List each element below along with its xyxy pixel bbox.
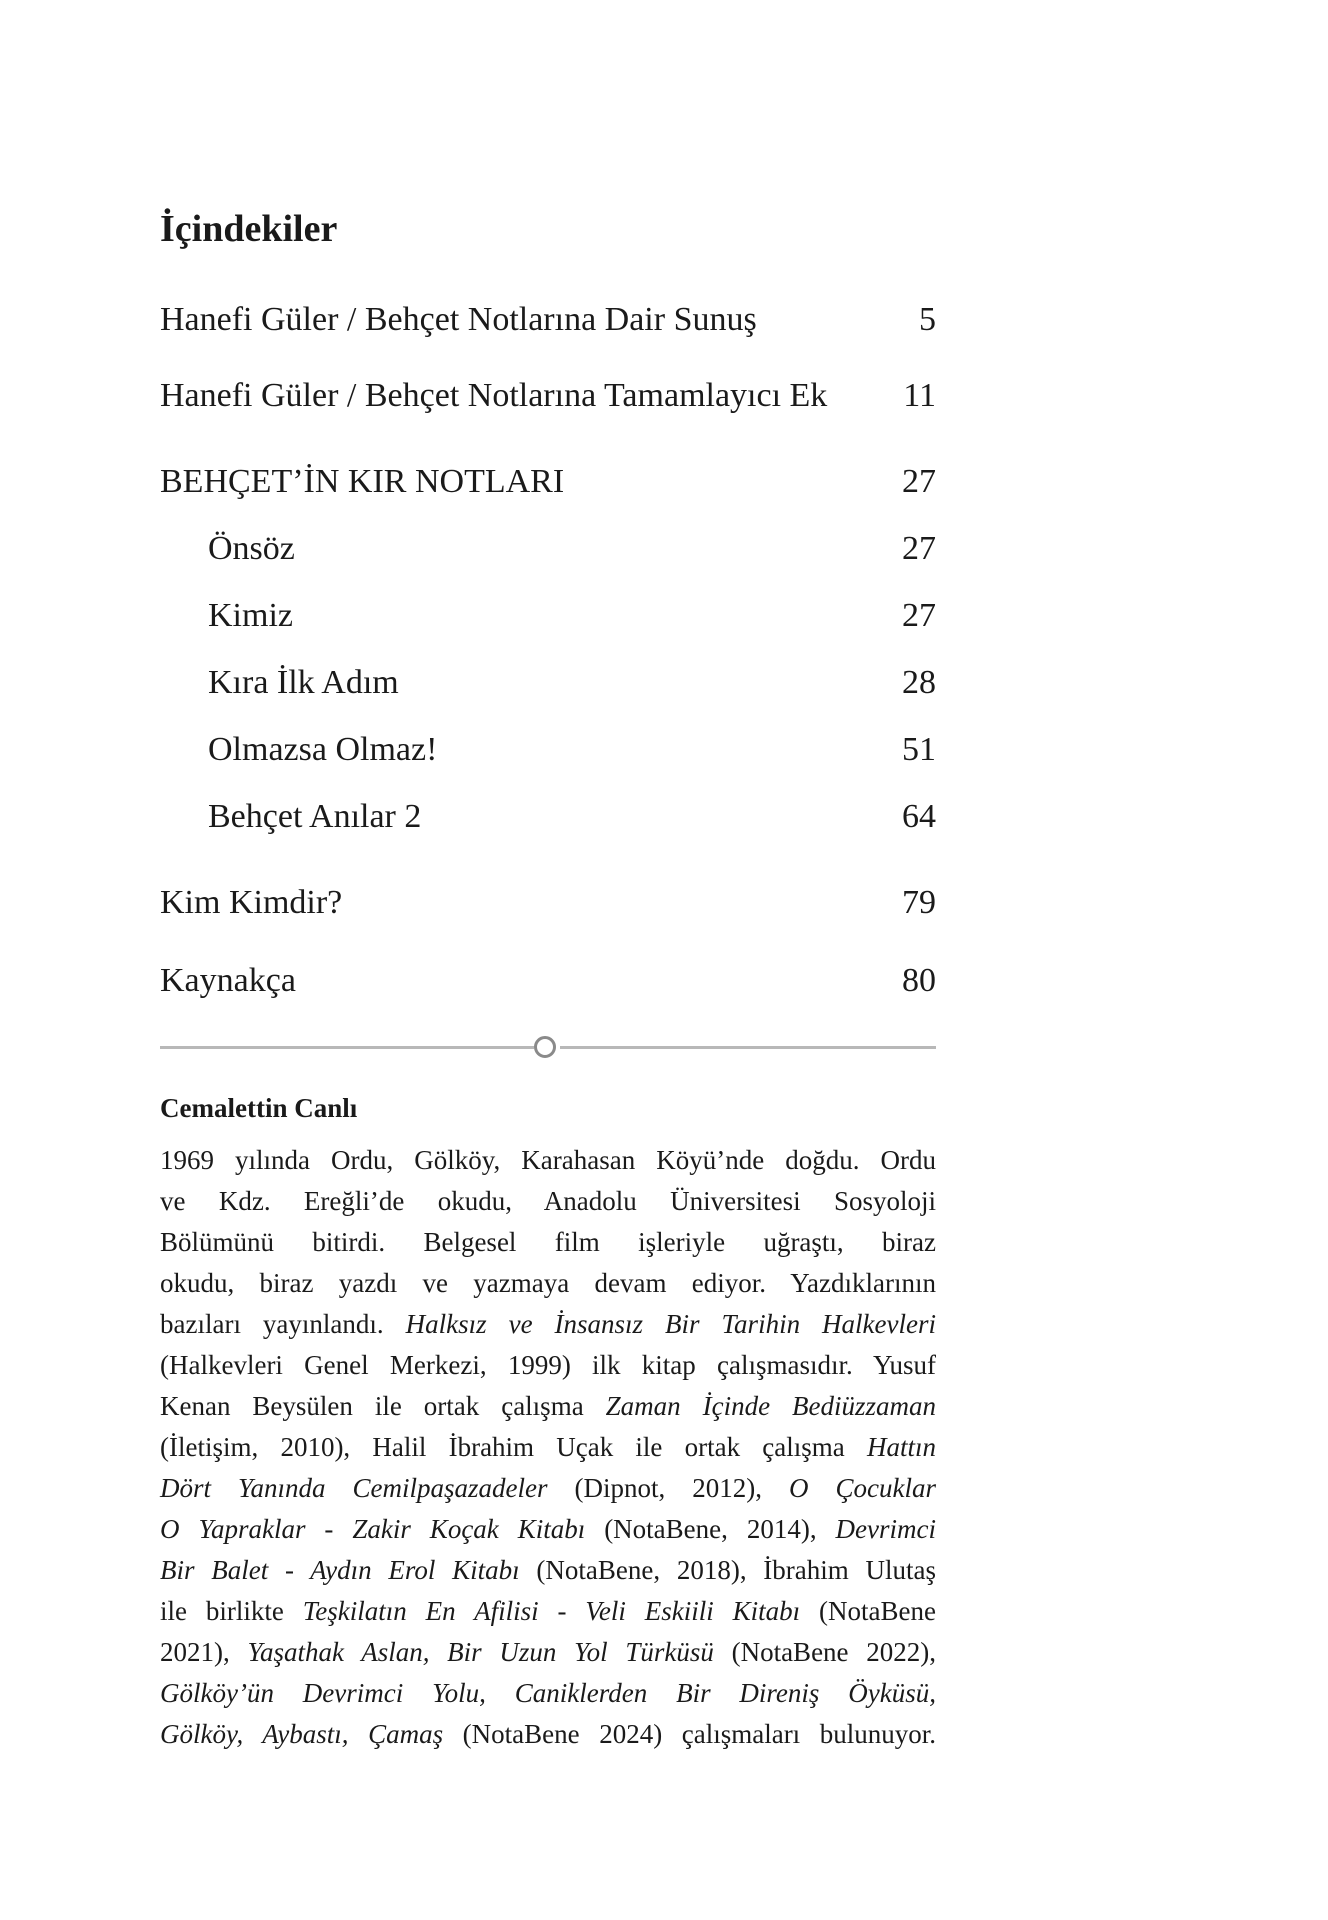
bio-text: (NotaBene 2022), bbox=[713, 1637, 936, 1667]
toc-entry-page: 80 bbox=[902, 962, 936, 999]
book-title-italic: Dört Yanında Cemilpaşazadeler bbox=[160, 1473, 548, 1503]
toc-entry-page: 11 bbox=[903, 377, 936, 414]
book-title-italic: Gölköy, Aybastı, Çamaş bbox=[160, 1719, 444, 1749]
bio-text: (NotaBene, 2018), İbrahim Ulutaş bbox=[519, 1555, 936, 1585]
author-name: Cemalettin Canlı bbox=[160, 1093, 358, 1123]
book-page bbox=[160, 0, 936, 1920]
bio-line bbox=[160, 1304, 936, 1345]
bio-text: (NotaBene 2024) çalışmaları bulunuyor. bbox=[443, 1719, 936, 1749]
bio-line bbox=[160, 1673, 936, 1714]
divider-circle-ornament bbox=[534, 1036, 556, 1058]
bio-line bbox=[160, 1345, 936, 1386]
bio-line bbox=[160, 1550, 936, 1591]
bio-line bbox=[160, 1509, 936, 1550]
toc-entry-page: 27 bbox=[902, 597, 936, 634]
book-title-italic: Zaman İçinde Bediüzzaman bbox=[605, 1391, 936, 1421]
bio-line bbox=[160, 1263, 936, 1304]
bio-line bbox=[160, 1468, 936, 1509]
bio-line bbox=[160, 1427, 936, 1468]
book-title-italic: Teşkilatın En Afilisi - Veli Eskiili Kitabı bbox=[302, 1596, 801, 1626]
toc-subentry bbox=[160, 525, 936, 573]
toc-entry-page: 28 bbox=[902, 664, 936, 701]
toc-entry bbox=[160, 296, 936, 344]
bio-text: 1969 yılında Ordu, Gölköy, Karahasan Köyü’nde doğdu. Ordu bbox=[160, 1145, 936, 1175]
toc-entry-title: Kaynakça bbox=[160, 962, 296, 999]
bio-line bbox=[160, 1222, 936, 1263]
book-title-italic: O Yapraklar - Zakir Koçak Kitabı bbox=[160, 1514, 586, 1544]
divider-line-left bbox=[160, 1046, 534, 1049]
toc-entry-title: Behçet Anılar 2 bbox=[208, 798, 422, 835]
bio-line bbox=[160, 1714, 936, 1755]
toc-entry-title: BEHÇET’İN KIR NOTLARI bbox=[160, 463, 565, 500]
toc-subentry bbox=[160, 592, 936, 640]
toc-entry-title: Kıra İlk Adım bbox=[208, 664, 399, 701]
bio-line bbox=[160, 1632, 936, 1673]
bio-text: ile birlikte bbox=[160, 1596, 303, 1626]
toc-entry-page: 51 bbox=[902, 731, 936, 768]
toc-entry bbox=[160, 372, 936, 420]
toc-entry-page: 5 bbox=[919, 301, 936, 338]
toc-section-heading bbox=[160, 458, 936, 506]
bio-text: (NotaBene, 2014), bbox=[585, 1514, 836, 1544]
toc-entry bbox=[160, 957, 936, 1005]
book-title-italic: Bir Balet - Aydın Erol Kitabı bbox=[160, 1555, 520, 1585]
toc-entry-title: Hanefi Güler / Behçet Notlarına Tamamlayıcı Ek bbox=[160, 377, 828, 414]
book-title-italic: Yaşathak Aslan, Bir Uzun Yol Türküsü bbox=[247, 1637, 714, 1667]
toc-entry-page: 64 bbox=[902, 798, 936, 835]
toc-subentry bbox=[160, 659, 936, 707]
toc-entry-title: Hanefi Güler / Behçet Notlarına Dair Sunuş bbox=[160, 301, 757, 338]
bio-text: 2021), bbox=[160, 1637, 248, 1667]
bio-text: bazıları yayınlandı. bbox=[160, 1309, 406, 1339]
toc-entry-title: Kimiz bbox=[208, 597, 293, 634]
toc-entry bbox=[160, 879, 936, 927]
book-title-italic: Halksız ve İnsansız Bir Tarihin Halkevleri bbox=[405, 1309, 936, 1339]
bio-text: (Halkevleri Genel Merkezi, 1999) ilk kitap çalışmasıdır. Yusuf bbox=[160, 1350, 936, 1380]
bio-line bbox=[160, 1591, 936, 1632]
toc-entry-title: Önsöz bbox=[208, 530, 295, 567]
toc-subentry bbox=[160, 726, 936, 774]
bio-text: Kenan Beysülen ile ortak çalışma bbox=[160, 1391, 606, 1421]
book-title-italic: Devrimci bbox=[835, 1514, 936, 1544]
toc-entry-page: 79 bbox=[902, 884, 936, 921]
toc-entry-page: 27 bbox=[902, 530, 936, 567]
toc-subentry bbox=[160, 793, 936, 841]
toc-entry-title: Kim Kimdir? bbox=[160, 884, 343, 921]
author-biography bbox=[160, 1140, 936, 1755]
ornament-divider bbox=[160, 1036, 936, 1060]
bio-text: ve Kdz. Ereğli’de okudu, Anadolu Üniversitesi Sosyoloji bbox=[160, 1186, 936, 1216]
bio-line bbox=[160, 1140, 936, 1181]
toc-entry-title: Olmazsa Olmaz! bbox=[208, 731, 438, 768]
bio-line bbox=[160, 1386, 936, 1427]
toc-title: İçindekiler bbox=[160, 208, 338, 250]
bio-text: (İletişim, 2010), Halil İbrahim Uçak ile ortak çalışma bbox=[160, 1432, 867, 1462]
bio-line bbox=[160, 1181, 936, 1222]
divider-line-right bbox=[560, 1046, 936, 1049]
book-title-italic: Hattın bbox=[866, 1432, 936, 1462]
bio-text: okudu, biraz yazdı ve yazmaya devam ediyor. Yazdıklarının bbox=[160, 1268, 936, 1298]
book-title-italic: O Çocuklar bbox=[789, 1473, 936, 1503]
bio-text: (Dipnot, 2012), bbox=[547, 1473, 790, 1503]
bio-text: Bölümünü bitirdi. Belgesel film işleriyle uğraştı, biraz bbox=[160, 1227, 936, 1257]
bio-text: (NotaBene bbox=[800, 1596, 937, 1626]
toc-entry-page: 27 bbox=[902, 463, 936, 500]
book-title-italic: Gölköy’ün Devrimci Yolu, Caniklerden Bir Direniş Öyküsü, bbox=[160, 1678, 936, 1708]
